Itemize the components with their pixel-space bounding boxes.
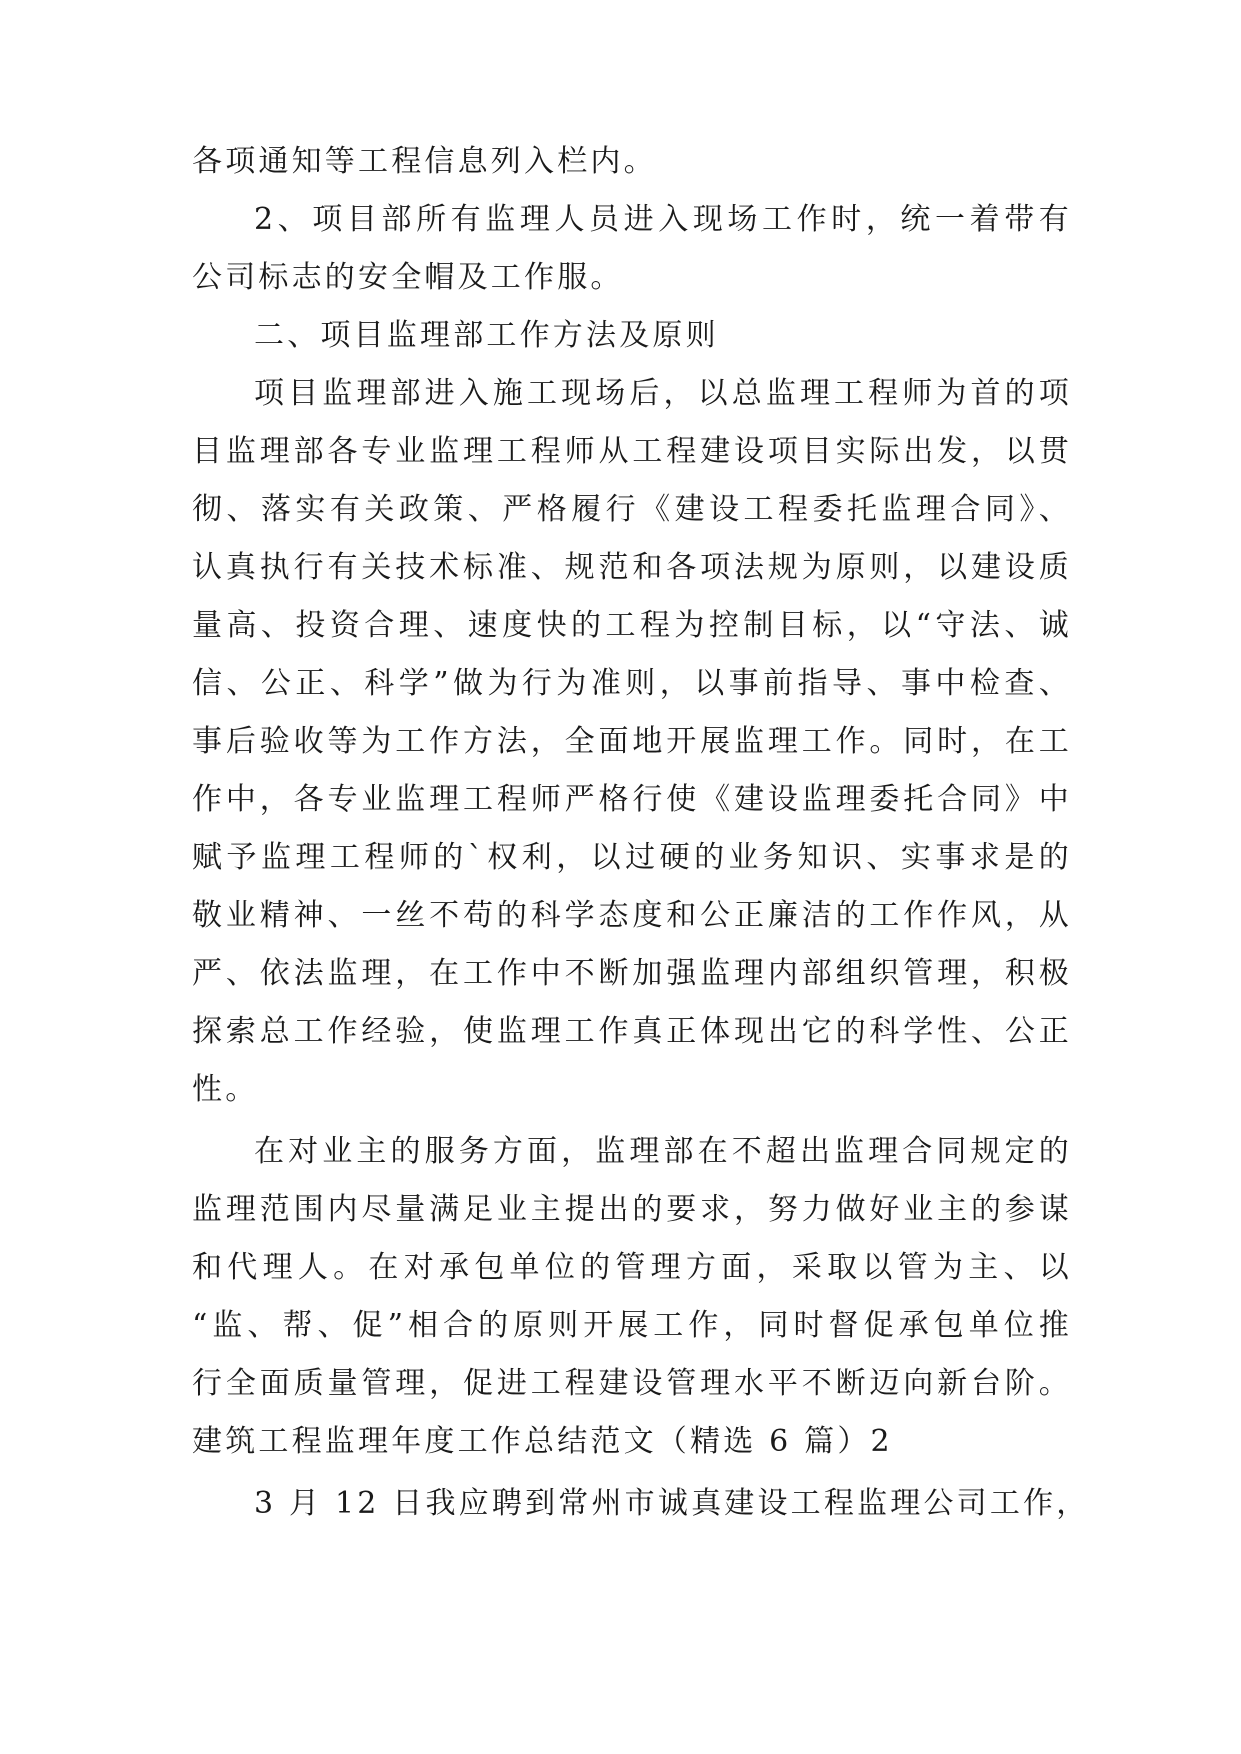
text-line: 赋予监理工程师的`权利，以过硬的业务知识、实事求是的 xyxy=(192,840,1072,875)
text-line: 探索总工作经验，使监理工作真正体现出它的科学性、公正 xyxy=(192,1014,1072,1049)
text-line: 量高、投资合理、速度快的工程为控制目标，以“守法、诚 xyxy=(192,608,1072,643)
text-line: 行全面质量管理，促进工程建设管理水平不断迈向新台阶。 xyxy=(192,1366,1072,1401)
text-line: 认真执行有关技术标准、规范和各项法规为原则，以建设质 xyxy=(192,550,1072,585)
text-line: 作中，各专业监理工程师严格行使《建设监理委托合同》中 xyxy=(192,782,1072,817)
text-line: 监理范围内尽量满足业主提出的要求，努力做好业主的参谋 xyxy=(192,1192,1072,1227)
text-line: 各项通知等工程信息列入栏内。 xyxy=(192,144,657,179)
text-line: 彻、落实有关政策、严格履行《建设工程委托监理合同》、 xyxy=(192,492,1072,527)
text-line: 信、公正、科学”做为行为准则，以事前指导、事中检查、 xyxy=(192,666,1072,701)
section-heading: 二、项目监理部工作方法及原则 xyxy=(254,318,719,353)
text-line: 事后验收等为工作方法，全面地开展监理工作。同时，在工 xyxy=(192,724,1072,759)
text-line: 在对业主的服务方面，监理部在不超出监理合同规定的 xyxy=(254,1134,1072,1169)
text-line: 目监理部各专业监理工程师从工程建设项目实际出发，以贯 xyxy=(192,434,1072,469)
text-line: 项目监理部进入施工现场后，以总监理工程师为首的项 xyxy=(254,376,1072,411)
text-line: 公司标志的安全帽及工作服。 xyxy=(192,260,624,295)
text-line: 2、项目部所有监理人员进入现场工作时，统一着带有 xyxy=(254,202,1072,237)
text-line: “监、帮、促”相合的原则开展工作，同时督促承包单位推 xyxy=(192,1308,1072,1343)
article-title: 建筑工程监理年度工作总结范文（精选 6 篇）2 xyxy=(192,1424,893,1459)
text-line: 3 月 12 日我应聘到常州市诚真建设工程监理公司工作， xyxy=(254,1486,1090,1521)
text-line: 和代理人。在对承包单位的管理方面，采取以管为主、以 xyxy=(192,1250,1072,1285)
text-line: 严、依法监理，在工作中不断加强监理内部组织管理，积极 xyxy=(192,956,1072,991)
text-line: 性。 xyxy=(192,1072,259,1107)
text-line: 敬业精神、一丝不苟的科学态度和公正廉洁的工作作风，从 xyxy=(192,898,1072,933)
